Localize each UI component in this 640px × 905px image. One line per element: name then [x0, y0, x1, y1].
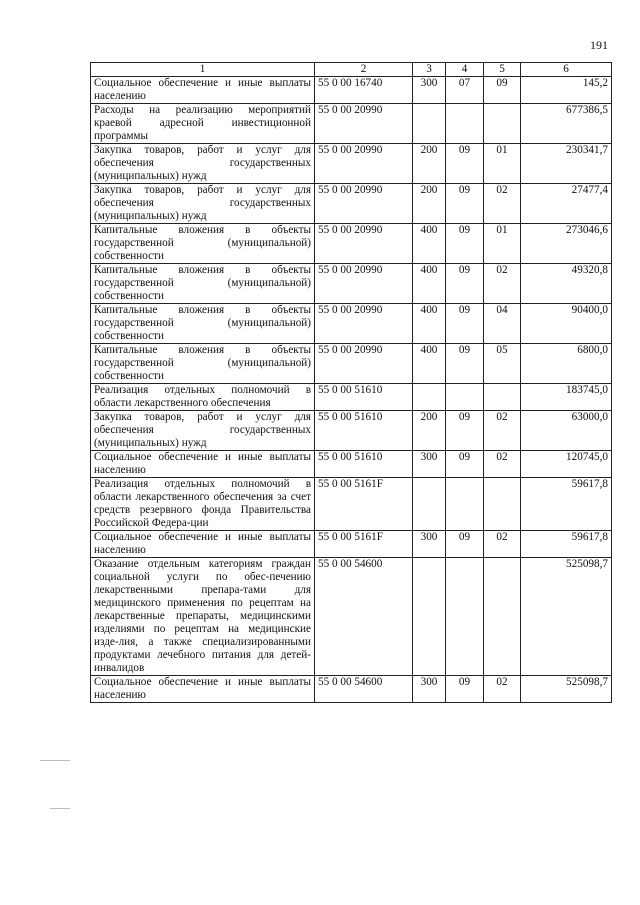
table-row [91, 478, 612, 531]
row-expense-type: 300 [413, 531, 446, 558]
row-code: 55 0 00 20990 [315, 224, 413, 264]
row-amount: 90400,0 [521, 304, 612, 344]
column-header: 4 [446, 63, 484, 77]
row-amount: 6800,0 [521, 344, 612, 384]
row-section: 09 [446, 531, 484, 558]
row-section: 09 [446, 184, 484, 224]
table-row [91, 451, 612, 478]
row-subsection: 04 [484, 304, 521, 344]
row-code: 55 0 00 20990 [315, 104, 413, 144]
row-subsection: 02 [484, 184, 521, 224]
row-subsection: 01 [484, 144, 521, 184]
row-code: 55 0 00 16740 [315, 77, 413, 104]
row-expense-type [413, 558, 446, 676]
row-code: 55 0 00 51610 [315, 451, 413, 478]
row-section [446, 478, 484, 531]
row-subsection [484, 558, 521, 676]
row-description: Капитальные вложения в объекты государственной (муниципальной) собственности [91, 264, 315, 304]
row-description: Капитальные вложения в объекты государственной (муниципальной) собственности [91, 304, 315, 344]
row-subsection [484, 384, 521, 411]
row-section [446, 104, 484, 144]
row-section: 09 [446, 264, 484, 304]
row-section: 09 [446, 676, 484, 703]
row-description: Социальное обеспечение и иные выплаты населению [91, 451, 315, 478]
row-subsection: 02 [484, 411, 521, 451]
row-amount: 120745,0 [521, 451, 612, 478]
row-description: Капитальные вложения в объекты государственной (муниципальной) собственности [91, 344, 315, 384]
row-expense-type: 300 [413, 676, 446, 703]
row-expense-type [413, 384, 446, 411]
row-expense-type [413, 104, 446, 144]
row-description: Расходы на реализацию мероприятий краевой адресной инвестиционной программы [91, 104, 315, 144]
row-section: 09 [446, 224, 484, 264]
row-section [446, 384, 484, 411]
row-subsection [484, 478, 521, 531]
row-description: Оказание отдельным категориям граждан социальной услуги по обес-печению лекарственными препара-тами для медицинского применения по рецептам на лекарственные препараты, медицинскими изделиями по рецептам на медицинские изде-лия, а также специализированными продуктами лечебного питания для детей-инвалидов [91, 558, 315, 676]
row-code: 55 0 00 20990 [315, 304, 413, 344]
row-expense-type: 300 [413, 77, 446, 104]
table-row [91, 344, 612, 384]
row-amount: 59617,8 [521, 478, 612, 531]
row-description: Закупка товаров, работ и услуг для обеспечения государственных (муниципальных) нужд [91, 411, 315, 451]
row-code: 55 0 00 20990 [315, 144, 413, 184]
row-subsection: 02 [484, 676, 521, 703]
table-row [91, 264, 612, 304]
row-subsection: 01 [484, 224, 521, 264]
row-description: Реализация отдельных полномочий в области лекарственного обеспечения за счет средств резервного фонда Правительства Российской Федера-ции [91, 478, 315, 531]
row-subsection: 02 [484, 451, 521, 478]
table-row [91, 304, 612, 344]
row-amount: 273046,6 [521, 224, 612, 264]
row-expense-type: 400 [413, 264, 446, 304]
budget-table [90, 62, 612, 703]
column-header: 3 [413, 63, 446, 77]
row-code: 55 0 00 51610 [315, 384, 413, 411]
row-expense-type: 300 [413, 451, 446, 478]
row-code: 55 0 00 20990 [315, 344, 413, 384]
row-amount: 27477,4 [521, 184, 612, 224]
row-description: Закупка товаров, работ и услуг для обеспечения государственных (муниципальных) нужд [91, 184, 315, 224]
table-row [91, 411, 612, 451]
row-amount: 183745,0 [521, 384, 612, 411]
table-row [91, 144, 612, 184]
row-code: 55 0 00 51610 [315, 411, 413, 451]
row-code: 55 0 00 54600 [315, 558, 413, 676]
row-description: Капитальные вложения в объекты государственной (муниципальной) собственности [91, 224, 315, 264]
row-section: 09 [446, 344, 484, 384]
table-row [91, 104, 612, 144]
table-row [91, 224, 612, 264]
column-header: 5 [484, 63, 521, 77]
row-amount: 525098,7 [521, 558, 612, 676]
row-subsection [484, 104, 521, 144]
table-row [91, 676, 612, 703]
row-expense-type: 200 [413, 411, 446, 451]
column-header: 1 [91, 63, 315, 77]
table-row [91, 558, 612, 676]
row-code: 55 0 00 5161F [315, 531, 413, 558]
row-description: Социальное обеспечение и иные выплаты населению [91, 531, 315, 558]
row-code: 55 0 00 20990 [315, 184, 413, 224]
row-amount: 49320,8 [521, 264, 612, 304]
row-expense-type: 200 [413, 184, 446, 224]
row-expense-type: 400 [413, 224, 446, 264]
row-expense-type: 400 [413, 304, 446, 344]
row-description: Закупка товаров, работ и услуг для обеспечения государственных (муниципальных) нужд [91, 144, 315, 184]
row-amount: 63000,0 [521, 411, 612, 451]
table-row [91, 184, 612, 224]
table-row [91, 531, 612, 558]
row-description: Социальное обеспечение и иные выплаты населению [91, 77, 315, 104]
column-header: 2 [315, 63, 413, 77]
table-row [91, 384, 612, 411]
row-subsection: 02 [484, 264, 521, 304]
row-subsection: 09 [484, 77, 521, 104]
margin-mark [50, 808, 70, 809]
row-code: 55 0 00 54600 [315, 676, 413, 703]
row-expense-type [413, 478, 446, 531]
row-expense-type: 400 [413, 344, 446, 384]
row-subsection: 02 [484, 531, 521, 558]
row-section: 09 [446, 451, 484, 478]
table-row [91, 77, 612, 104]
column-header: 6 [521, 63, 612, 77]
table-header-row [91, 63, 612, 77]
row-section: 07 [446, 77, 484, 104]
row-amount: 59617,8 [521, 531, 612, 558]
row-section: 09 [446, 304, 484, 344]
row-subsection: 05 [484, 344, 521, 384]
table-body [91, 77, 612, 703]
row-amount: 677386,5 [521, 104, 612, 144]
margin-mark [40, 760, 70, 761]
row-section [446, 558, 484, 676]
row-amount: 230341,7 [521, 144, 612, 184]
row-section: 09 [446, 144, 484, 184]
row-description: Социальное обеспечение и иные выплаты населению [91, 676, 315, 703]
row-expense-type: 200 [413, 144, 446, 184]
page-number: 191 [590, 38, 608, 52]
row-amount: 525098,7 [521, 676, 612, 703]
row-section: 09 [446, 411, 484, 451]
row-code: 55 0 00 20990 [315, 264, 413, 304]
row-description: Реализация отдельных полномочий в области лекарственного обеспечения [91, 384, 315, 411]
row-amount: 145,2 [521, 77, 612, 104]
row-code: 55 0 00 5161F [315, 478, 413, 531]
